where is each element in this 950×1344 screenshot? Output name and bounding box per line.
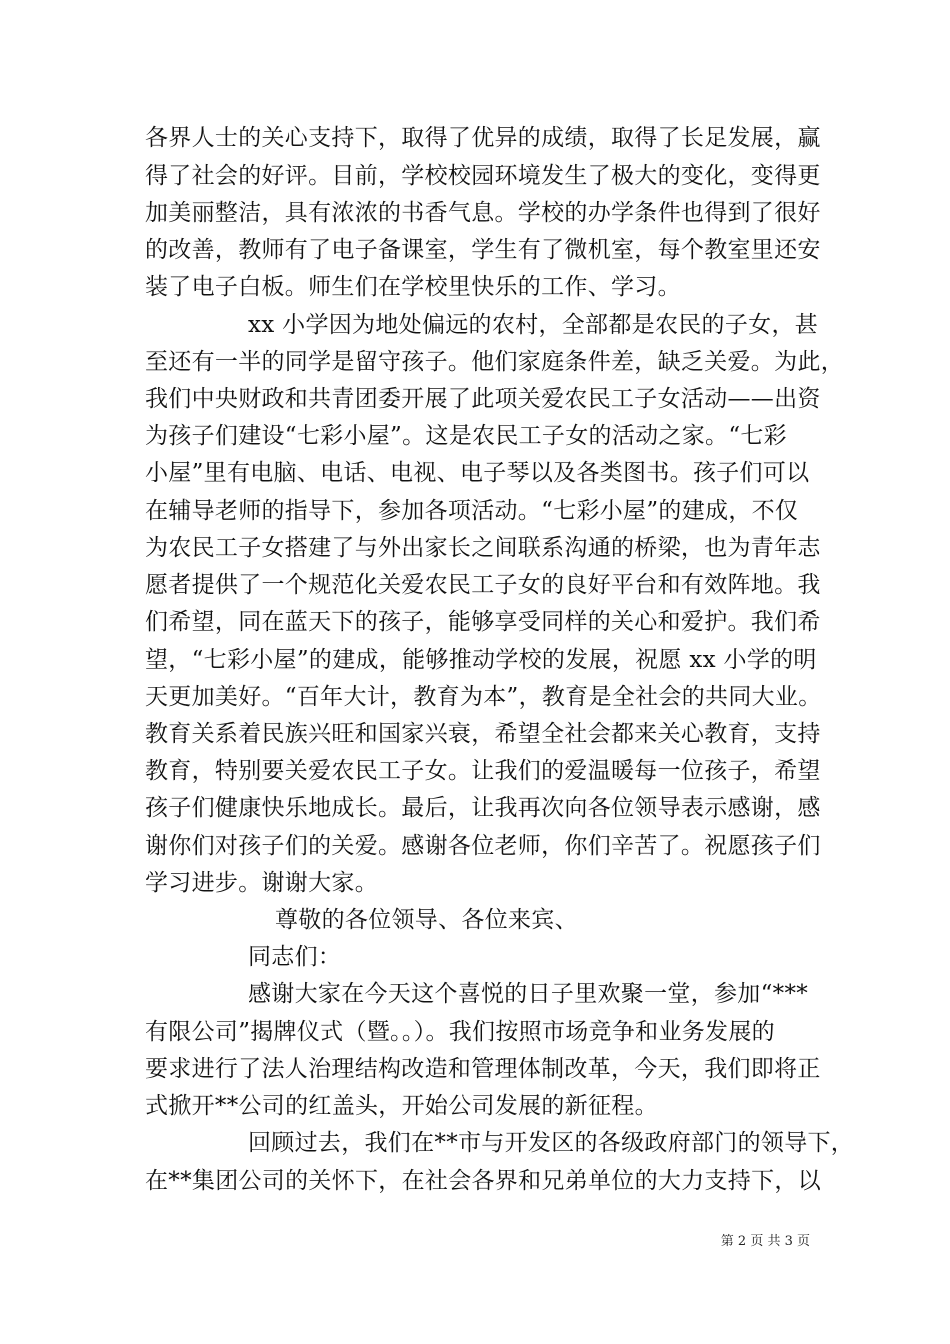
text-line: 为孩子们建设“七彩小屋”。这是农民工子女的活动之家。“七彩 <box>145 423 787 449</box>
text-line: 们希望，同在蓝天下的孩子，能够享受同样的关心和爱护。我们希 <box>145 609 821 635</box>
text-line: xx 小学因为地处偏远的农村，全部都是农民的子女，甚 <box>248 312 819 338</box>
text-line: 小屋”里有电脑、电话、电视、电子琴以及各类图书。孩子们可以 <box>145 460 810 486</box>
text-line: 装了电子白板。师生们在学校里快乐的工作、学习。 <box>145 274 681 300</box>
text-line: 式掀开**公司的红盖头，开始公司发展的新征程。 <box>145 1093 658 1119</box>
text-line: 各界人士的关心支持下，取得了优异的成绩，取得了长足发展，赢 <box>145 125 821 151</box>
text-line: 天更加美好。“百年大计，教育为本”，教育是全社会的共同大业。 <box>145 684 822 710</box>
text-line: 得了社会的好评。目前，学校校园环境发生了极大的变化，变得更 <box>145 163 821 189</box>
text-line: 教育关系着民族兴旺和国家兴衰，希望全社会都来关心教育，支持 <box>145 721 821 747</box>
text-line: 学习进步。谢谢大家。 <box>145 870 378 896</box>
text-line: 愿者提供了一个规范化关爱农民工子女的良好平台和有效阵地。我 <box>145 572 821 598</box>
text-line: 在**集团公司的关怀下，在社会各界和兄弟单位的大力支持下，以 <box>145 1168 821 1194</box>
text-line: 教育，特别要关爱农民工子女。让我们的爱温暖每一位孩子，希望 <box>145 758 821 784</box>
text-line: 望，“七彩小屋”的建成，能够推动学校的发展，祝愿 xx 小学的明 <box>145 647 817 673</box>
text-line: 孩子们健康快乐地成长。最后，让我再次向各位领导表示感谢，感 <box>145 795 821 821</box>
salutation-line: 同志们： <box>248 944 342 970</box>
text-line: 为农民工子女搭建了与外出家长之间联系沟通的桥梁，也为青年志 <box>145 535 821 561</box>
text-line: 回顾过去，我们在**市与开发区的各级政府部门的领导下， <box>248 1130 855 1156</box>
text-line: 谢你们对孩子们的关爱。感谢各位老师，你们辛苦了。祝愿孩子们 <box>145 833 821 859</box>
salutation-line: 尊敬的各位领导、各位来宾、 <box>275 907 578 933</box>
text-line: 感谢大家在今天这个喜悦的日子里欢聚一堂，参加“*** <box>248 981 809 1007</box>
text-line: 的改善，教师有了电子备课室，学生有了微机室，每个教室里还安 <box>145 237 821 263</box>
text-line: 至还有一半的同学是留守孩子。他们家庭条件差，缺乏关爱。为此， <box>145 349 844 375</box>
page-number-footer: 第 2 页 共 3 页 <box>720 1234 810 1249</box>
text-line: 要求进行了法人治理结构改造和管理体制改革，今天，我们即将正 <box>145 1056 821 1082</box>
text-line: 有限公司”揭牌仪式（暨。。）。我们按照市场竞争和业务发展的 <box>145 1019 775 1045</box>
text-line: 在辅导老师的指导下，参加各项活动。“七彩小屋”的建成，不仅 <box>145 498 799 524</box>
text-line: 我们中央财政和共青团委开展了此项关爱农民工子女活动——出资 <box>145 386 821 412</box>
text-line: 加美丽整洁，具有浓浓的书香气息。学校的办学条件也得到了很好 <box>145 200 821 226</box>
